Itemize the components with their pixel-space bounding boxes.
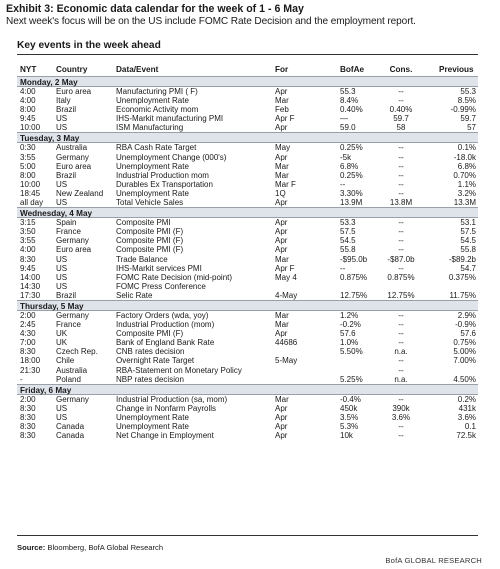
table-row xyxy=(17,171,478,180)
cell-event: Manufacturing PMI ( F) xyxy=(116,87,198,96)
cell-previous: 0.2% xyxy=(457,394,476,404)
cell-time: 2:45 xyxy=(20,320,36,330)
cell-bofae: 59.0 xyxy=(340,123,356,133)
cell-period: Mar F xyxy=(275,179,296,189)
table-row xyxy=(17,273,478,282)
table-row xyxy=(17,180,478,189)
table-row xyxy=(17,413,478,422)
cell-consensus-text: -- xyxy=(398,87,404,96)
cell-bofae: 57.5 xyxy=(340,227,356,237)
cell-time: 8:30 xyxy=(20,254,36,264)
cell-previous: 3.6% xyxy=(457,412,476,422)
cell-event: Selic Rate xyxy=(116,290,153,300)
cell-bofae: 5.50% xyxy=(340,347,363,357)
cell-period: Apr xyxy=(275,412,288,422)
cell-event: Total Vehicle Sales xyxy=(116,198,184,208)
cell-time: 2:00 xyxy=(20,310,36,320)
cell-country: France xyxy=(56,227,81,237)
cell-consensus-text: -- xyxy=(398,152,404,162)
cell-period: 1Q xyxy=(275,188,286,198)
cell-bofae: -- xyxy=(340,263,346,273)
cell-consensus-text: 58 xyxy=(396,123,406,133)
cell-previous: 7.00% xyxy=(453,356,476,366)
cell-event: Bank of England Bank Rate xyxy=(116,338,215,348)
day-header: Friday, 6 May xyxy=(17,384,478,395)
table-row xyxy=(17,347,478,356)
cell-time: 17:30 xyxy=(20,290,41,300)
cell-previous: 4.50% xyxy=(453,374,476,384)
cell-event: Factory Orders (wda, yoy) xyxy=(116,310,209,320)
cell-event: Composite PMI (F) xyxy=(116,329,184,339)
cell-country: Brazil xyxy=(56,170,77,180)
cell-bofae: 0.875% xyxy=(340,272,368,282)
cell-country: US xyxy=(56,198,68,208)
cell-period: Apr F xyxy=(275,114,295,124)
cell-period: Mar xyxy=(275,320,289,330)
cell-period: May 4 xyxy=(275,272,297,282)
cell-previous: 54.7 xyxy=(460,263,476,273)
cell-country: Germany xyxy=(56,310,89,320)
cell-country: US xyxy=(56,123,68,133)
cell-country: Australia xyxy=(56,143,88,153)
day-header: Tuesday, 3 May xyxy=(17,132,478,143)
cell-event: Trade Balance xyxy=(116,254,168,264)
table-row xyxy=(17,123,478,132)
cell-country: Czech Rep. xyxy=(56,347,98,357)
cell-previous: 0.70% xyxy=(453,170,476,180)
source-text: Bloomberg, BofA Global Research xyxy=(47,543,164,552)
cell-period: Apr xyxy=(275,329,288,339)
cell-time: - xyxy=(20,374,23,384)
cell-period: Apr xyxy=(275,123,288,133)
cell-event: Industrial Production (mom) xyxy=(116,320,215,330)
cell-event: RBA Cash Rate Target xyxy=(116,143,197,153)
cell-event: Industrial Production (sa, mom) xyxy=(116,394,228,404)
table-title-rule xyxy=(17,54,478,55)
cell-time: 18:45 xyxy=(20,188,41,198)
cell-consensus-text: 13.8M xyxy=(389,198,413,208)
cell-consensus-text: -- xyxy=(398,310,404,320)
cell-time: 8:30 xyxy=(20,412,36,422)
cell-period: Apr F xyxy=(275,263,295,273)
cell-bofae: 12.75% xyxy=(340,290,368,300)
cell-country: Germany xyxy=(56,394,89,404)
cell-bofae: 450k xyxy=(340,403,358,413)
cell-country: Canada xyxy=(56,422,85,431)
table-row xyxy=(17,143,478,152)
cell-bofae: -0.4% xyxy=(340,394,361,404)
table-bottom-rule xyxy=(17,535,478,536)
cell-consensus-text: -- xyxy=(398,365,404,375)
cell-consensus-text: 59.7 xyxy=(393,114,409,124)
table-row xyxy=(17,366,478,375)
cell-time: 0:30 xyxy=(20,143,36,153)
cell-country: US xyxy=(56,281,68,291)
cell-time: 8:30 xyxy=(20,431,36,441)
cell-consensus-text: -- xyxy=(398,245,404,255)
cell-period: Apr xyxy=(275,431,288,441)
cell-time: 18:00 xyxy=(20,356,41,366)
cell-period: Mar xyxy=(275,394,289,404)
cell-period: Apr xyxy=(275,236,288,246)
cell-period: Mar xyxy=(275,96,289,106)
table-row xyxy=(17,198,478,207)
cell-consensus-text: 12.75% xyxy=(387,290,415,300)
cell-country: New Zealand xyxy=(56,188,104,198)
cell-consensus-text: -- xyxy=(398,422,404,431)
cell-bofae: 53.3 xyxy=(340,218,356,228)
day-header: Wednesday, 4 May xyxy=(17,207,478,218)
col-header-cons-text: Cons. xyxy=(389,65,413,74)
cell-bofae: 55.8 xyxy=(340,245,356,255)
cell-previous: 57 xyxy=(467,123,476,133)
cell-period: Apr xyxy=(275,245,288,255)
cell-time: 4:00 xyxy=(20,245,36,255)
table-row xyxy=(17,218,478,227)
cell-consensus-text: -- xyxy=(398,227,404,237)
cell-bofae: 57.6 xyxy=(340,329,356,339)
cell-consensus-text: -- xyxy=(398,179,404,189)
cell-country: US xyxy=(56,272,68,282)
cell-time: 3:50 xyxy=(20,227,36,237)
cell-previous: -0.9% xyxy=(455,320,476,330)
cell-country: US xyxy=(56,412,68,422)
cell-time: 7:00 xyxy=(20,338,36,348)
cell-previous: 431k xyxy=(458,403,476,413)
source-label: Source: xyxy=(17,543,46,552)
cell-period: May xyxy=(275,143,291,153)
cell-time: 3:55 xyxy=(20,236,36,246)
cell-time: 2:00 xyxy=(20,394,36,404)
col-header-event: Data/Event xyxy=(116,65,159,74)
cell-period: Apr xyxy=(275,227,288,237)
cell-event: Durables Ex Transportation xyxy=(116,179,213,189)
cell-previous: 54.5 xyxy=(460,236,476,246)
cell-country: Chile xyxy=(56,356,75,366)
cell-country: Euro area xyxy=(56,161,92,171)
cell-consensus-text: -$87.0b xyxy=(387,254,415,264)
table-row xyxy=(17,431,478,440)
cell-bofae: 1.2% xyxy=(340,310,359,320)
cell-bofae: -5k xyxy=(340,152,352,162)
cell-event: IHS-Markit services PMI xyxy=(116,263,202,273)
cell-event: Unemployment Rate xyxy=(116,96,189,106)
cell-bofae: 8.4% xyxy=(340,96,359,106)
table-row xyxy=(17,338,478,347)
cell-period: Mar xyxy=(275,310,289,320)
table-row xyxy=(17,96,478,105)
cell-event: Unemployment Rate xyxy=(116,188,189,198)
cell-bofae: 0.40% xyxy=(340,105,363,115)
cell-time: 8:30 xyxy=(20,403,36,413)
cell-consensus-text: -- xyxy=(398,218,404,228)
cell-bofae: 55.3 xyxy=(340,87,356,96)
cell-previous: -$89.2b xyxy=(448,254,476,264)
cell-period: Apr xyxy=(275,422,288,431)
cell-period: 4-May xyxy=(275,290,298,300)
cell-country: UK xyxy=(56,329,68,339)
cell-period: Apr xyxy=(275,218,288,228)
table-row xyxy=(17,375,478,384)
cell-previous: 6.8% xyxy=(457,161,476,171)
cell-bofae: 5.25% xyxy=(340,374,363,384)
table-row xyxy=(17,311,478,320)
table-row xyxy=(17,162,478,171)
cell-country: France xyxy=(56,320,81,330)
cell-country: Brazil xyxy=(56,105,77,115)
cell-previous: 72.5k xyxy=(456,431,476,441)
cell-event: Unemployment Rate xyxy=(116,161,189,171)
cell-bofae: 54.5 xyxy=(340,236,356,246)
cell-previous: 57.5 xyxy=(460,227,476,237)
cell-consensus-text: -- xyxy=(398,236,404,246)
cell-consensus-text: 390k xyxy=(392,403,410,413)
cell-bofae: 5.3% xyxy=(340,422,359,431)
cell-period: Mar xyxy=(275,161,289,171)
cell-period: 5-May xyxy=(275,356,298,366)
cell-time: 3:55 xyxy=(20,152,36,162)
cell-country: Germany xyxy=(56,152,89,162)
cell-event: IHS-Markit manufacturing PMI xyxy=(116,114,224,124)
calendar-table-body xyxy=(17,76,478,440)
cell-bofae: — xyxy=(340,114,348,124)
col-header-country: Country xyxy=(56,65,88,74)
cell-consensus-text: -- xyxy=(398,170,404,180)
cell-bofae: 10k xyxy=(340,431,353,441)
table-row xyxy=(17,329,478,338)
cell-country: Australia xyxy=(56,365,88,375)
cell-bofae: 0.25% xyxy=(340,170,363,180)
cell-bofae: -0.2% xyxy=(340,320,361,330)
cell-bofae: 3.5% xyxy=(340,412,359,422)
cell-event: NBP rates decision xyxy=(116,374,184,384)
cell-consensus-text: -- xyxy=(398,161,404,171)
table-row xyxy=(17,422,478,431)
table-row xyxy=(17,404,478,413)
day-header: Monday, 2 May xyxy=(17,76,478,87)
cell-time: 4:30 xyxy=(20,329,36,339)
table-row xyxy=(17,395,478,404)
cell-bofae: 13.9M xyxy=(340,198,363,208)
cell-time: 8:30 xyxy=(20,347,36,357)
cell-consensus-text: -- xyxy=(398,338,404,348)
table-row xyxy=(17,245,478,254)
cell-period: Mar xyxy=(275,170,289,180)
cell-consensus-text: -- xyxy=(398,356,404,366)
cell-event: CNB rates decision xyxy=(116,347,185,357)
cell-period: Apr xyxy=(275,198,288,208)
cell-consensus-text: 3.6% xyxy=(391,412,411,422)
cell-event: RBA-Statement on Monetary Policy xyxy=(116,365,242,375)
cell-bofae: -$95.0b xyxy=(340,254,368,264)
cell-event: Unemployment Rate xyxy=(116,412,189,422)
cell-time: 4:00 xyxy=(20,87,36,96)
cell-event: FOMC Press Conference xyxy=(116,281,206,291)
cell-time: 10:00 xyxy=(20,179,41,189)
cell-previous: -0.99% xyxy=(450,105,476,115)
cell-previous: 13.3M xyxy=(453,198,476,208)
cell-previous: 55.8 xyxy=(460,245,476,255)
table-header xyxy=(17,64,478,76)
cell-bofae: 6.8% xyxy=(340,161,359,171)
table-row xyxy=(17,227,478,236)
col-header-nyt: NYT xyxy=(20,65,37,74)
cell-time: 14:30 xyxy=(20,281,41,291)
cell-previous: 0.1 xyxy=(464,422,476,431)
cell-consensus-text: -- xyxy=(398,329,404,339)
cell-time: all day xyxy=(20,198,44,208)
cell-time: 4:00 xyxy=(20,96,36,106)
cell-bofae: -- xyxy=(340,179,346,189)
table-row xyxy=(17,189,478,198)
cell-bofae: 0.25% xyxy=(340,143,363,153)
cell-country: Spain xyxy=(56,218,77,228)
cell-previous: 53.1 xyxy=(460,218,476,228)
table-row xyxy=(17,114,478,123)
cell-event: Composite PMI xyxy=(116,218,171,228)
cell-event: Change in Nonfarm Payrolls xyxy=(116,403,217,413)
cell-previous: 55.3 xyxy=(460,87,476,96)
col-header-bofae: BofAe xyxy=(340,65,365,74)
cell-event: Unemployment Change (000's) xyxy=(116,152,227,162)
cell-time: 8:00 xyxy=(20,105,36,115)
cell-country: Italy xyxy=(56,96,71,106)
cell-period: Apr xyxy=(275,403,288,413)
cell-previous: 0.1% xyxy=(457,143,476,153)
col-header-for: For xyxy=(275,65,289,74)
cell-previous: 8.5% xyxy=(457,96,476,106)
cell-previous: 5.00% xyxy=(453,347,476,357)
cell-country: UK xyxy=(56,338,68,348)
exhibit-title: Exhibit 3: Economic data calendar for the week of 1 - 6 May xyxy=(6,3,304,15)
cell-consensus-text: -- xyxy=(398,320,404,330)
cell-consensus-text: n.a. xyxy=(394,347,408,357)
cell-consensus-text: -- xyxy=(398,188,404,198)
cell-time: 3:15 xyxy=(20,218,36,228)
cell-consensus-text: -- xyxy=(398,96,404,106)
cell-country: Poland xyxy=(56,374,81,384)
table-row xyxy=(17,264,478,273)
cell-country: Euro area xyxy=(56,245,92,255)
cell-previous: 59.7 xyxy=(460,114,476,124)
table-row xyxy=(17,153,478,162)
cell-period: Apr xyxy=(275,87,288,96)
cell-bofae: 1.0% xyxy=(340,338,359,348)
cell-country: Canada xyxy=(56,431,85,441)
brand-footer: BofA GLOBAL RESEARCH xyxy=(385,556,482,565)
cell-time: 21:30 xyxy=(20,365,41,375)
cell-time: 8:30 xyxy=(20,422,36,431)
cell-country: US xyxy=(56,263,68,273)
cell-event: ISM Manufacturing xyxy=(116,123,184,133)
table-row xyxy=(17,320,478,329)
cell-consensus-text: n.a. xyxy=(394,374,408,384)
source-note xyxy=(17,543,163,552)
table-row xyxy=(17,236,478,245)
cell-period: 44686 xyxy=(275,338,298,348)
cell-previous: 11.75% xyxy=(449,290,476,300)
cell-consensus-text: -- xyxy=(398,394,404,404)
cell-period: Feb xyxy=(275,105,289,115)
cell-previous: 0.375% xyxy=(448,272,476,282)
cell-time: 10:00 xyxy=(20,123,41,133)
cell-previous: 57.6 xyxy=(460,329,476,339)
cell-country: Germany xyxy=(56,236,89,246)
cell-previous: 2.9% xyxy=(457,310,476,320)
col-header-previous: Previous xyxy=(439,65,474,74)
cell-previous: 0.75% xyxy=(453,338,476,348)
cell-country: Brazil xyxy=(56,290,77,300)
cell-event: Net Change in Employment xyxy=(116,431,214,441)
cell-consensus-text: 0.875% xyxy=(387,272,415,282)
cell-period: Apr xyxy=(275,152,288,162)
table-row xyxy=(17,291,478,300)
cell-previous: 3.2% xyxy=(457,188,476,198)
table-row xyxy=(17,105,478,114)
cell-consensus-text: -- xyxy=(398,431,404,441)
day-header: Thursday, 5 May xyxy=(17,300,478,311)
cell-event: Composite PMI (F) xyxy=(116,245,184,255)
cell-previous: -18.0k xyxy=(453,152,476,162)
cell-time: 9:45 xyxy=(20,114,36,124)
table-row xyxy=(17,87,478,96)
cell-time: 14:00 xyxy=(20,272,41,282)
table-row xyxy=(17,255,478,264)
cell-previous: 1.1% xyxy=(457,179,476,189)
cell-event: Unemployment Rate xyxy=(116,422,189,431)
cell-consensus-text: -- xyxy=(398,143,404,153)
cell-event: Economic Activity mom xyxy=(116,105,199,115)
cell-event: FOMC Rate Decision (mid-point) xyxy=(116,272,233,282)
cell-consensus-text: 0.40% xyxy=(389,105,413,115)
table-row xyxy=(17,356,478,365)
cell-country: US xyxy=(56,179,68,189)
cell-country: Euro area xyxy=(56,87,92,96)
cell-event: Composite PMI (F) xyxy=(116,236,184,246)
cell-event: Industrial Production mom xyxy=(116,170,209,180)
cell-time: 9:45 xyxy=(20,263,36,273)
cell-time: 8:00 xyxy=(20,170,36,180)
cell-country: US xyxy=(56,403,68,413)
cell-event: Composite PMI (F) xyxy=(116,227,184,237)
cell-period: Mar xyxy=(275,254,289,264)
table-row xyxy=(17,282,478,291)
cell-bofae: 3.30% xyxy=(340,188,363,198)
cell-event: Overnight Rate Target xyxy=(116,356,195,366)
cell-country: US xyxy=(56,114,68,124)
table-title: Key events in the week ahead xyxy=(17,40,161,51)
cell-consensus-text: -- xyxy=(398,263,404,273)
exhibit-subtitle: Next week's focus will be on the US include FOMC Rate Decision and the employment report. xyxy=(6,16,416,27)
cell-time: 5:00 xyxy=(20,161,36,171)
cell-country: US xyxy=(56,254,68,264)
